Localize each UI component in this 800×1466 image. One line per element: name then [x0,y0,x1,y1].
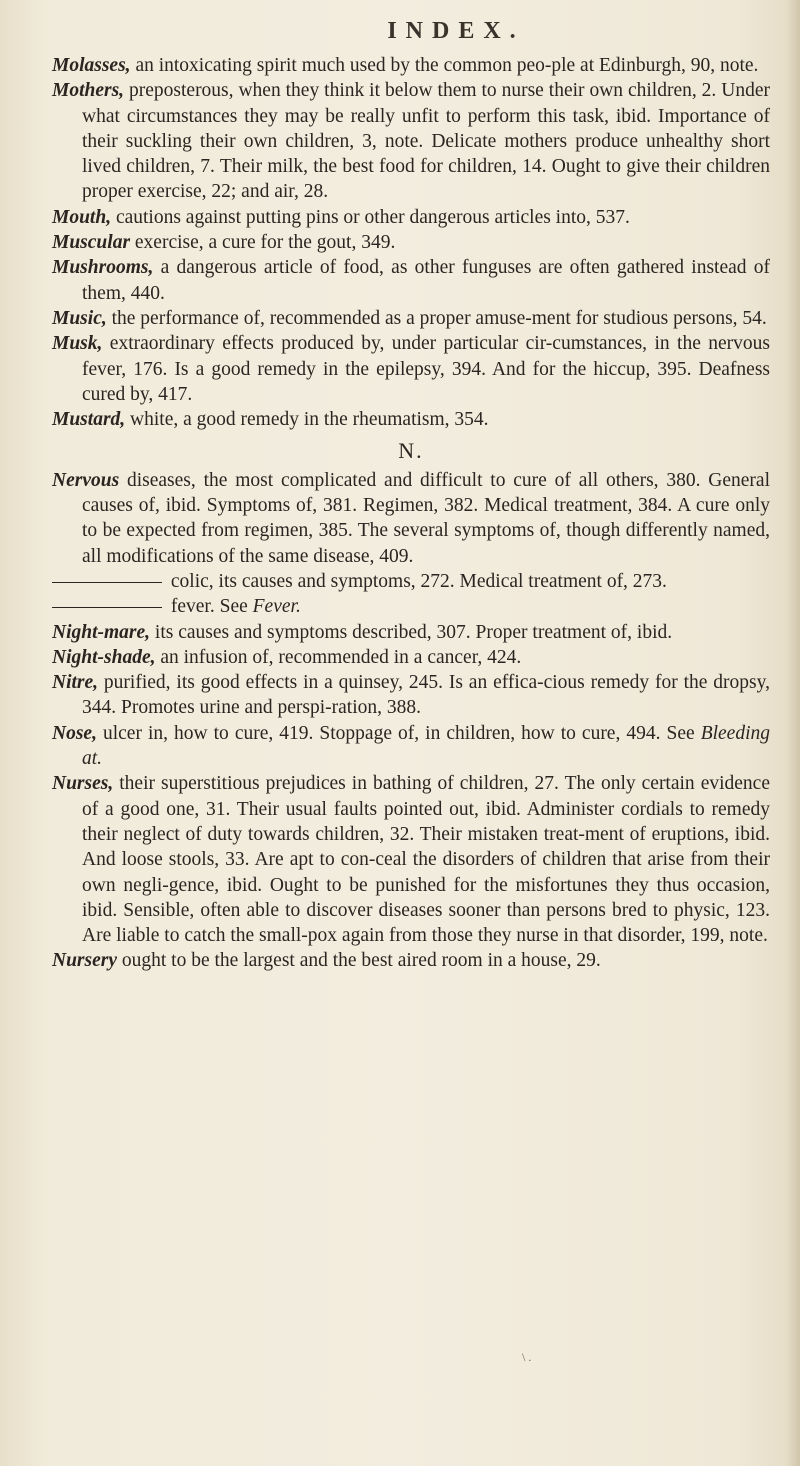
entry-text: their superstitious prejudices in bathing of children, 27. The only certain evidence of a good one, 31. Their usual faults pointed out, ibid. Administer cordials to remedy their neglect of duty towards children, 32. Their mistaken treat-ment of eruptions, ibid. And loose stools, 33. Are apt to con-ceal the disorders of children that arise from their own negli-gence, ibid. Ought to be punished for the misfortunes they thus occasion, ibid. Sensible, often able to discover diseases sooner than persons bred to physic, 123. Are liable to catch the small-pox again from those they nurse in that disorder, 199, note. [82,773,770,947]
index-entry [52,230,770,255]
entry-text: extraordinary effects produced by, under particular cir-cumstances, in the nervous fever, 176. Is a good remedy in the epilepsy, 394. And for the hiccup, 395. Deafness cured by, 417. [82,333,770,405]
entry-term: Musk, [52,333,103,355]
entry-term: Nursery [52,950,118,972]
entry-term: Night-shade, [52,646,156,668]
entry-text: purified, its good effects in a quinsey, 245. Is an effica-cious remedy for the dropsy, 344. Promotes urine and perspi-ration, 388. [82,672,770,719]
entry-term: Night-mare, [52,621,151,643]
repeat-term-dash [52,582,162,583]
entry-term: Nose, [52,722,97,744]
entries-letter-m [52,53,770,432]
entry-term: Mouth, [52,206,112,228]
entry-term: Nitre, [52,672,99,694]
entry-text: its causes and symptoms described, 307. Proper treatment of, ibid. [150,621,673,643]
index-entry [52,407,770,432]
entry-text: cautions against putting pins or other dangerous articles into, 537. [111,206,630,228]
entry-text: an intoxicating spirit much used by the common peo-ple at Edinburgh, 90, note. [130,55,759,76]
index-entry [52,771,770,948]
index-entry [52,306,770,331]
entry-term: Nurses, [52,773,114,795]
entry-term: Nervous [52,469,120,491]
entry-text: ought to be the largest and the best aired room in a house, 29. [117,950,601,972]
index-entry [52,620,770,645]
page-edge-shadow [786,0,800,1466]
entry-text: a dangerous article of food, as other funguses are often gathered instead of them, 440. [82,257,770,304]
entry-term: Muscular [52,232,131,254]
stray-mark: \ . [522,1350,532,1364]
section-letter-n: N. [398,438,424,464]
index-entry [52,53,770,78]
entry-text: fever. See [166,596,253,618]
index-entry [52,468,770,569]
index-entry [52,721,770,772]
entry-term: Music, [52,307,107,329]
entry-term: Mustard, [52,409,126,431]
entry-text: preposterous, when they think it below them to nurse their own children, 2. Under what circumstances they may be really unfit to perform this task, ibid. Importance of their suckling their own children, 3, note. Delicate mothers produce unhealthy short lived children, 7. Their milk, the best food for children, 14. Ought to give their children proper exercise, 22; and air, 28. [82,80,770,203]
entries-letter-n [52,468,770,974]
entry-text: colic, its causes and symptoms, 272. Medical treatment of, 273. [166,570,667,592]
entry-text: diseases, the most complicated and difficult to cure of all others, 380. General causes of, ibid. Symptoms of, 381. Regimen, 382. Medical treatment, 384. A cure only to be expected from regimen, 385. The several symptoms of, though differently named, all modifications of the same disease, 409. [82,469,770,567]
entry-text: white, a good remedy in the rheumatism, 354. [125,409,489,431]
index-entry [52,569,770,594]
entry-text: the performance of, recommended as a proper amuse-ment for studious persons, 54. [106,307,767,329]
index-entry [52,331,770,407]
index-entry [52,594,770,619]
index-entry [52,645,770,670]
index-entry [52,205,770,230]
index-entry [52,78,770,204]
entry-text: ulcer in, how to cure, 419. Stoppage of, in children, how to cure, 494. See [96,722,701,744]
index-entry [52,948,770,973]
see-reference: Fever. [252,596,301,618]
entry-text: exercise, a cure for the gout, 349. [130,232,396,254]
entry-term: Mushrooms, [52,257,154,279]
entry-term: Mothers, [52,80,125,102]
running-head: INDEX. [387,18,525,44]
repeat-term-dash [52,607,162,608]
entry-term: Molasses, [52,55,131,76]
index-entry [52,670,770,721]
index-entries [52,53,770,974]
index-entry [52,255,770,306]
entry-text: an infusion of, recommended in a cancer, 424. [155,646,522,668]
see-reference: Bleeding at. [82,722,770,770]
